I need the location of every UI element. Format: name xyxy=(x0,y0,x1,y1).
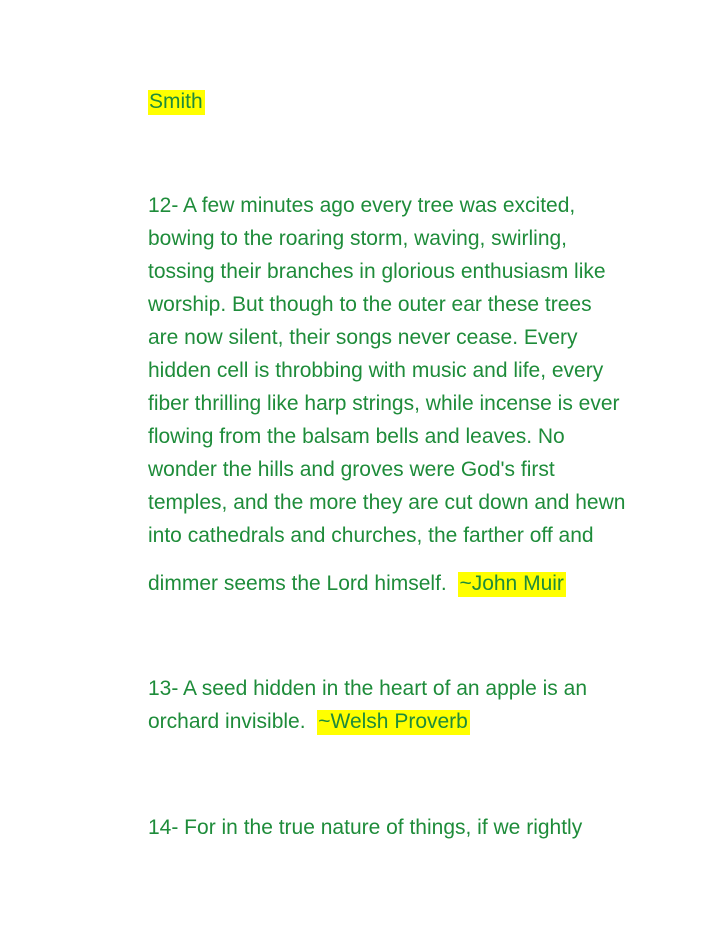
quote-line: tossing their branches in glorious enthusiasm like xyxy=(148,260,606,283)
attribution-highlight: ~Welsh Proverb xyxy=(318,710,468,733)
quote-line: worship. But though to the outer ear these trees xyxy=(148,293,592,316)
quote-line: are now silent, their songs never cease. Every xyxy=(148,326,578,349)
quote-line-last xyxy=(148,705,470,738)
quote-line: into cathedrals and churches, the farther off and xyxy=(148,524,594,547)
quote-text: orchard invisible. xyxy=(148,710,318,733)
quote-line: flowing from the balsam bells and leaves. No xyxy=(148,425,565,448)
quote-line: 13- A seed hidden in the heart of an apple is an xyxy=(148,677,588,700)
quote-line: bowing to the roaring storm, waving, swirling, xyxy=(148,227,568,250)
quote-text: dimmer seems the Lord himself. xyxy=(148,572,459,595)
quote-line: hidden cell is throbbing with music and life, every xyxy=(148,359,604,382)
quote-line-last xyxy=(148,567,566,600)
top-attribution xyxy=(148,85,205,118)
attribution-highlight: ~John Muir xyxy=(459,572,564,595)
quote-line: 14- For in the true nature of things, if we rightly xyxy=(148,816,583,839)
quote-line: wonder the hills and groves were God's first xyxy=(148,458,555,481)
quote-line: 12- A few minutes ago every tree was excited, xyxy=(148,194,576,217)
quote-line: fiber thrilling like harp strings, while incense is ever xyxy=(148,392,620,415)
quote-line: temples, and the more they are cut down and hewn xyxy=(148,491,626,514)
attribution-highlight: Smith xyxy=(149,90,203,113)
